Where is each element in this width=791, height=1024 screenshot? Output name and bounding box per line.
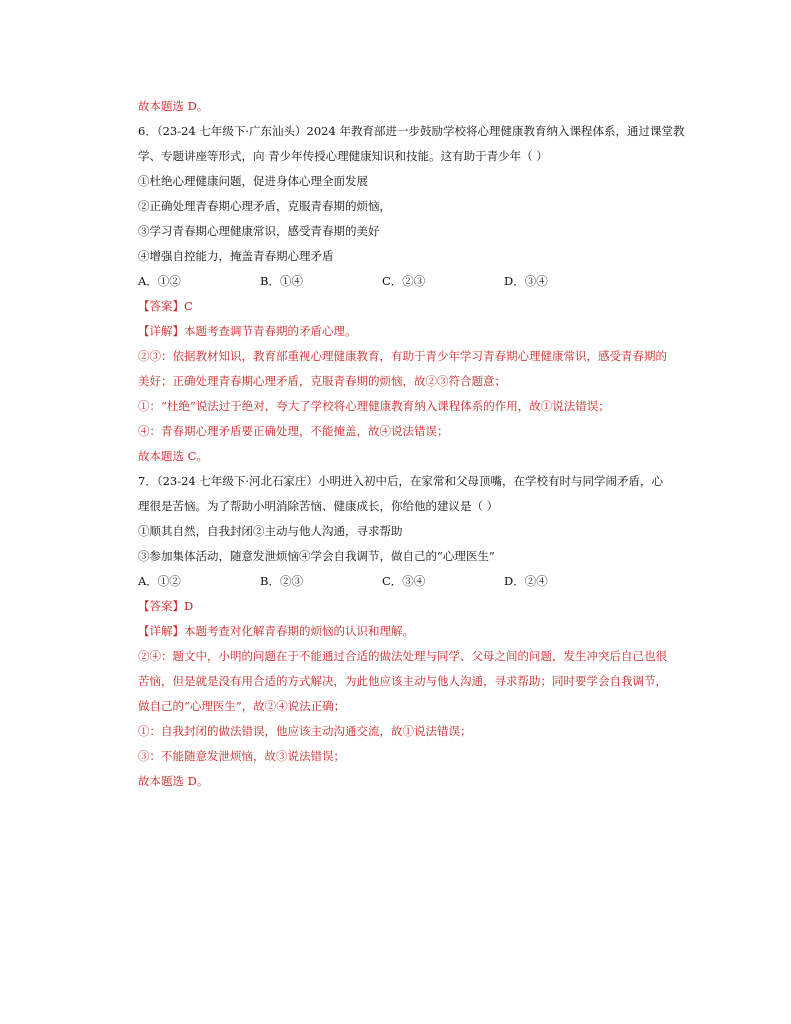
q6-conclusion: 故本题选 C。 [138,449,208,463]
q6-statement-2: ②正确处理青春期心理矛盾，克服青春期的烦恼， [138,199,391,213]
q7-detail: 【详解】本题考查对化解青春期的烦恼的认识和理解。 [138,624,414,638]
q7-answer: 【答案】D [138,599,194,613]
q6-answer: 【答案】C [138,299,193,313]
q7-conclusion: 故本题选 D。 [138,774,209,788]
q6-option-c: C．②③ [382,274,426,288]
q6-stem-line2: 学、专题讲座等形式，向 青少年传授心理健康知识和技能。这有助于青少年（ ） [138,149,548,163]
q7-explanation-1-line3: 做自己的“心理医生”，故②④说法正确； [138,699,346,713]
q6-explanation-1-line1: ②③：依据教材知识，教育部重视心理健康教育，有助于青少年学习青春期心理健康常识，感受青春期的 [138,349,667,363]
q7-explanation-1-line2: 苦恼，但是就是没有用合适的方式解决，为此他应该主动与他人沟通，寻求帮助；同时要学会自我调节， [138,674,667,688]
q6-option-b: B．①④ [260,274,303,288]
q7-option-b: B．②③ [260,574,303,588]
q7-explanation-1-line1: ②④：题文中，小明的问题在于不能通过合适的做法处理与同学、父母之间的问题，发生冲突后自己也很 [138,649,667,663]
q6-statement-4: ④增强自控能力，掩盖青春期心理矛盾 [138,249,334,263]
q6-stem-line1: 6．（23-24 七年级下·广东汕头）2024 年教育部进一步鼓励学校将心理健康教育纳入课程体系，通过课堂教 [138,124,685,138]
q6-statement-3: ③学习青春期心理健康常识，感受青春期的美好 [138,224,380,238]
q7-stem-line2: 理很是苦恼。为了帮助小明消除苦恼、健康成长，你给他的建议是（ ） [138,499,499,513]
q6-statement-1: ①杜绝心理健康问题，促进身体心理全面发展 [138,174,368,188]
q7-explanation-2: ①：自我封闭的做法错误，他应该主动沟通交流，故①说法错误； [138,724,472,738]
q7-option-c: C．③④ [382,574,426,588]
q7-statements-1-2: ①顺其自然，自我封闭②主动与他人沟通，寻求帮助 [138,524,403,538]
q6-explanation-2: ①：“杜绝”说法过于绝对，夸大了学校将心理健康教育纳入课程体系的作用，故①说法错误； [138,399,610,413]
q5-conclusion: 故本题选 D。 [138,99,209,113]
q6-explanation-1-line2: 美好；正确处理青春期心理矛盾，克服青春期的烦恼，故②③符合题意； [138,374,506,388]
q7-explanation-3: ③：不能随意发泄烦恼，故③说法错误； [138,749,345,763]
q6-explanation-3: ④：青春期心理矛盾要正确处理，不能掩盖，故④说法错误； [138,424,449,438]
q7-option-d: D．②④ [504,574,548,588]
q6-option-a: A．①② [138,274,181,288]
q6-option-d: D．③④ [504,274,548,288]
q7-statements-3-4: ③参加集体活动，随意发泄烦恼④学会自我调节，做自己的“心理医生” [138,549,495,563]
q6-detail: 【详解】本题考查调节青春期的矛盾心理。 [138,324,357,338]
q7-option-a: A．①② [138,574,181,588]
q7-stem-line1: 7．（23-24 七年级下·河北石家庄）小明进入初中后，在家常和父母顶嘴，在学校有时与同学闹矛盾，心 [138,474,664,488]
